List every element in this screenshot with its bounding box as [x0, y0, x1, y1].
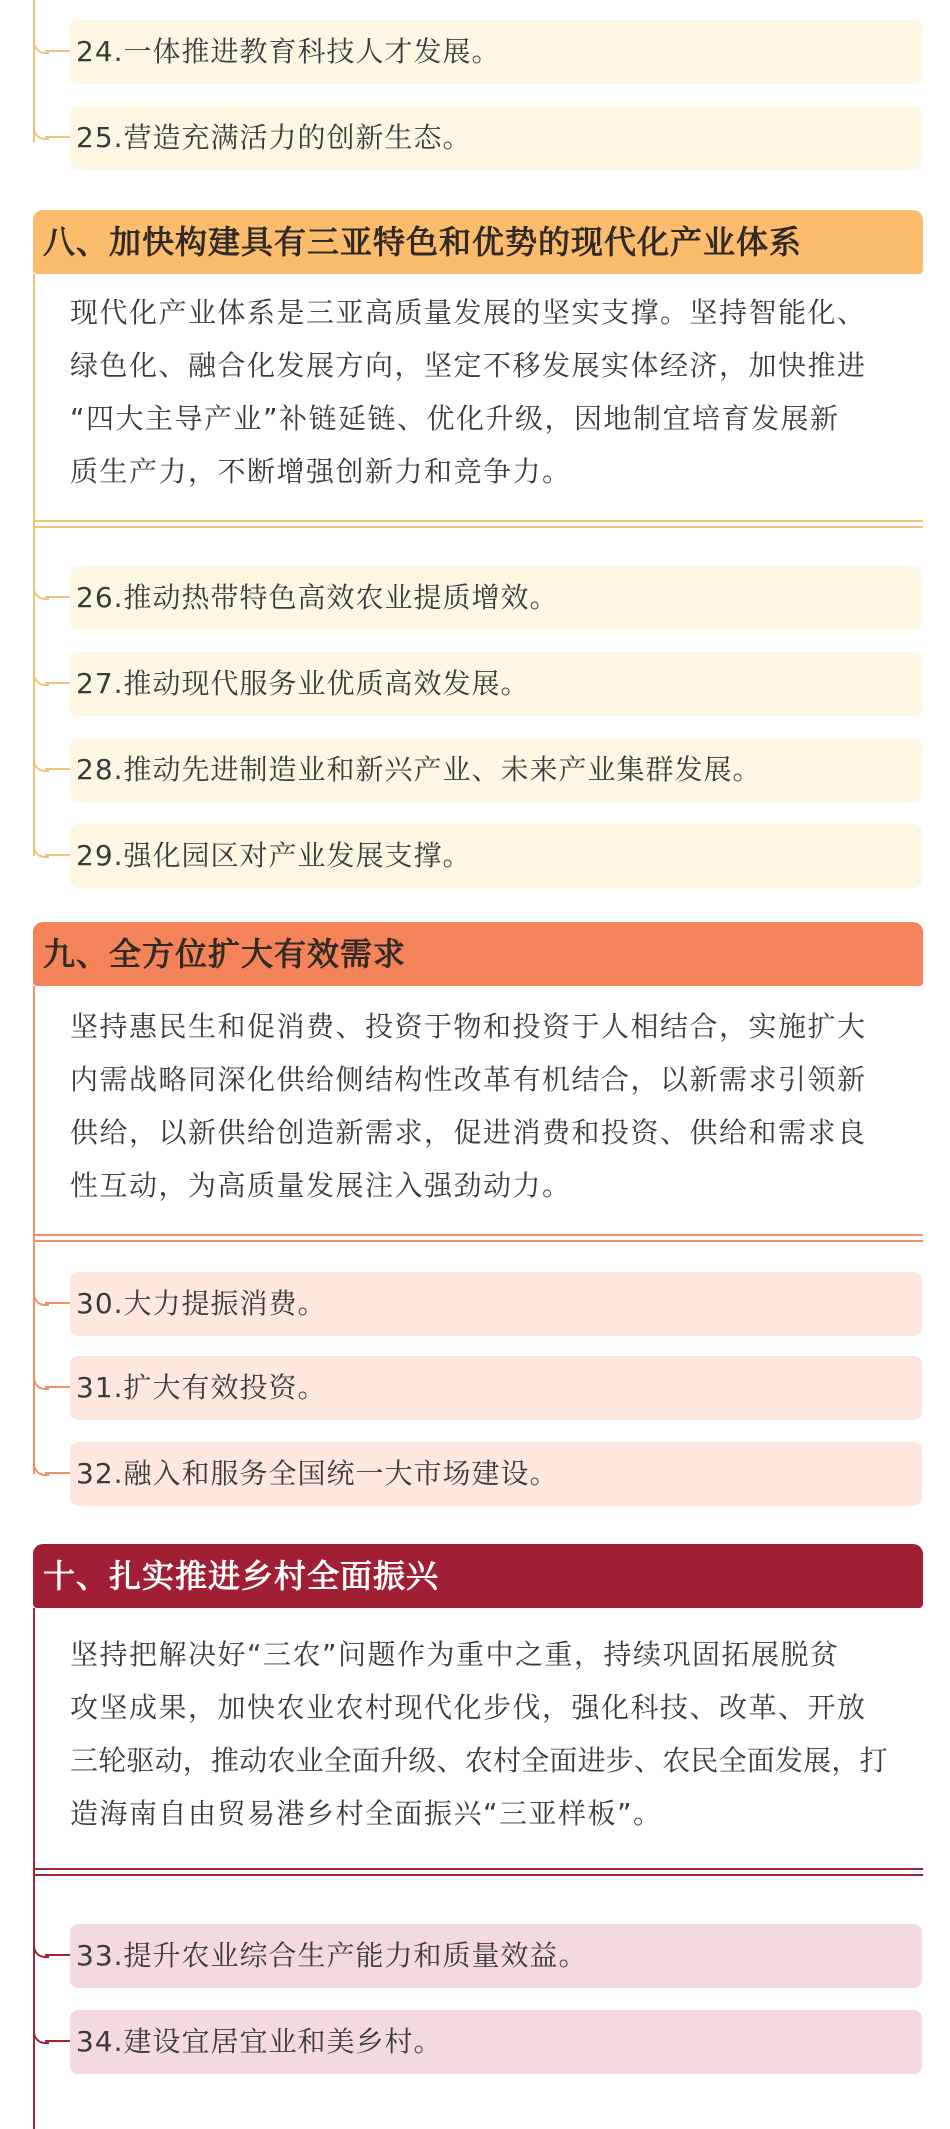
list-item: 31.扩大有效投资。 — [70, 1356, 922, 1420]
section-paragraph: 现代化产业体系是三亚高质量发展的坚实支撑。坚持智能化、 绿色化、融合化发展方向，坚定不移发展实体经济，加快推进 “四大主导产业”补链延链、优化升级，因地制宜培育发展新 质生产力，不断增强创新力和竞争力。 — [70, 296, 867, 488]
list-item: 32.融入和服务全国统一大市场建设。 — [70, 1442, 922, 1506]
timeline-line — [33, 986, 35, 1474]
section-header: 九、全方位扩大有效需求 — [33, 922, 923, 986]
section-header: 十、扎实推进乡村全面振兴 — [33, 1544, 923, 1608]
section-divider — [33, 1234, 923, 1243]
list-item: 28.推动先进制造业和新兴产业、未来产业集群发展。 — [70, 738, 922, 802]
list-item: 34.建设宜居宜业和美乡村。 — [70, 2010, 922, 2074]
list-item: 29.强化园区对产业发展支撑。 — [70, 824, 922, 888]
section-divider — [33, 520, 923, 529]
section-header: 八、加快构建具有三亚特色和优势的现代化产业体系 — [33, 210, 923, 274]
list-item: 26.推动热带特色高效农业提质增效。 — [70, 566, 922, 630]
list-item: 30.大力提振消费。 — [70, 1272, 922, 1336]
list-item: 33.提升农业综合生产能力和质量效益。 — [70, 1924, 922, 1988]
section-divider — [33, 1868, 923, 1877]
list-item: 24.一体推进教育科技人才发展。 — [70, 20, 922, 84]
timeline-line — [33, 274, 35, 856]
list-item: 25.营造充满活力的创新生态。 — [70, 106, 922, 170]
section-paragraph: 坚持惠民生和促消费、投资于物和投资于人相结合，实施扩大 内需战略同深化供给侧结构性改革有机结合，以新需求引领新 供给，以新供给创造新需求，促进消费和投资、供给和需求良 性互动，为高质量发展注入强劲动力。 — [70, 1010, 867, 1202]
list-item: 27.推动现代服务业优质高效发展。 — [70, 652, 922, 716]
section-paragraph: 坚持把解决好“三农”问题作为重中之重，持续巩固拓展脱贫 攻坚成果，加快农业农村现代化步伐，强化科技、改革、开放 三轮驱动，推动农业全面升级、农村全面进步、农民全面发展，打 造海南自由贸易港乡村全面振兴“三亚样板”。 — [70, 1638, 888, 1830]
